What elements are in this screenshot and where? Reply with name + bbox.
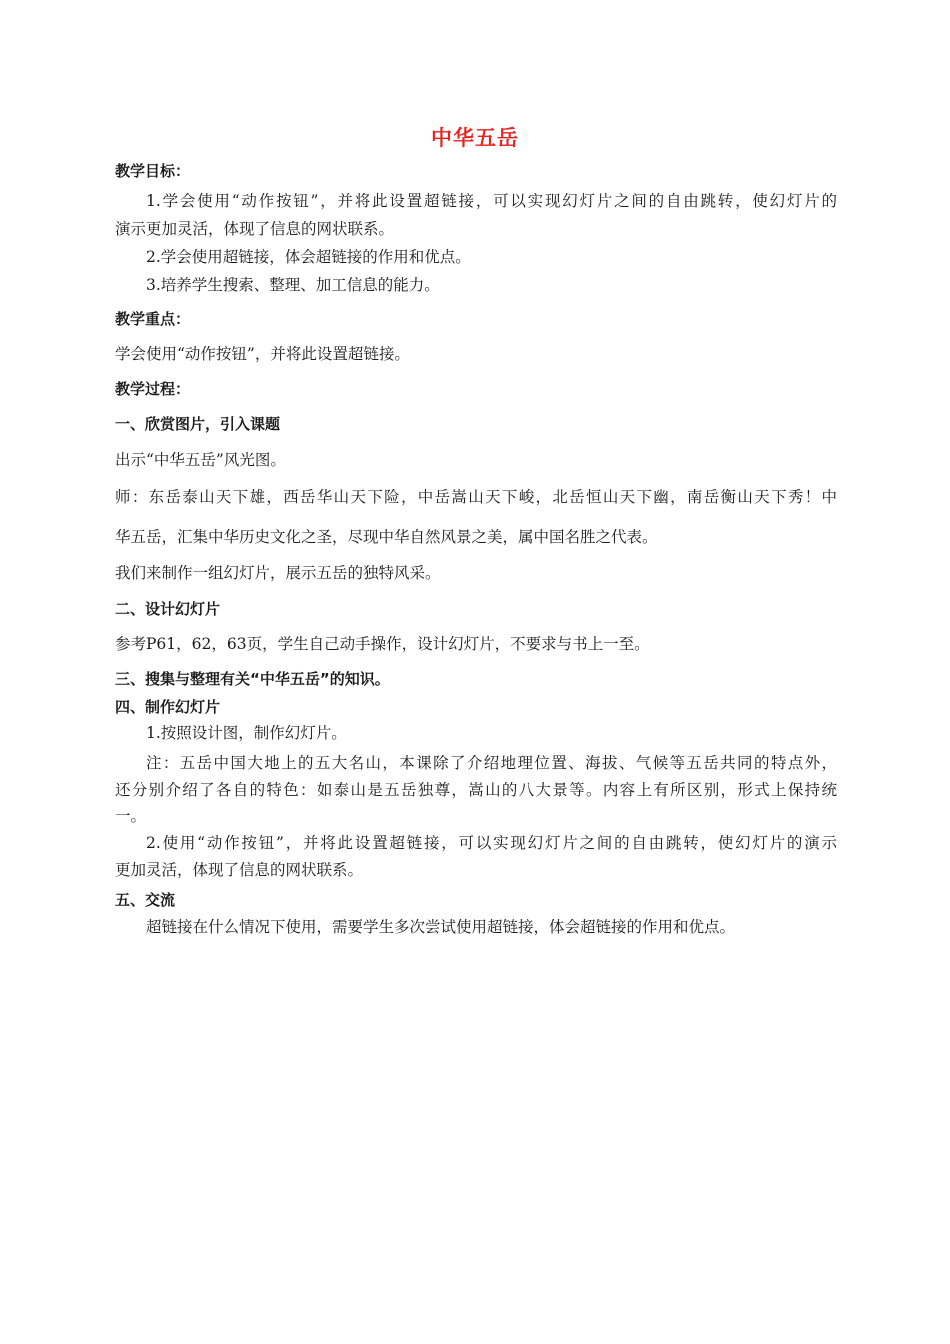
- paragraph-line: 1.学会使用“动作按钮”，并将此设置超链接，可以实现幻灯片之间的自由跳转，使幻灯片的: [146, 192, 837, 210]
- paragraph-line: 师：东岳泰山天下雄，西岳华山天下险，中岳嵩山天下峻，北岳恒山天下幽，南岳衡山天下秀！中: [115, 488, 837, 506]
- paragraph-line: 3.培养学生搜索、整理、加工信息的能力。: [146, 276, 440, 294]
- paragraph-line: 我们来制作一组幻灯片，展示五岳的独特风采。: [115, 564, 441, 582]
- paragraph-line: 2.使用“动作按钮”，并将此设置超链接，可以实现幻灯片之间的自由跳转，使幻灯片的演示: [146, 834, 837, 852]
- section-heading: 教学过程：: [115, 380, 191, 398]
- section-heading: 四、制作幻灯片: [115, 698, 221, 716]
- section-heading: 一、欣赏图片，引入课题: [115, 415, 281, 433]
- paragraph-line: 注：五岳中国大地上的五大名山，本课除了介绍地理位置、海拔、气候等五岳共同的特点外，: [146, 754, 837, 772]
- paragraph-line: 学会使用“动作按钮”，并将此设置超链接。: [115, 345, 410, 363]
- section-heading: 教学重点：: [115, 310, 191, 328]
- paragraph-line: 超链接在什么情况下使用，需要学生多次尝试使用超链接，体会超链接的作用和优点。: [146, 918, 736, 936]
- paragraph-line: 2.学会使用超链接，体会超链接的作用和优点。: [146, 248, 471, 266]
- paragraph-line: 华五岳，汇集中华历史文化之圣，尽现中华自然风景之美，属中国名胜之代表。: [115, 528, 658, 546]
- section-heading: 五、交流: [115, 891, 176, 909]
- paragraph-line: 一。: [115, 807, 147, 825]
- paragraph-line: 还分别介绍了各自的特色：如泰山是五岳独尊，嵩山的八大景等。内容上有所区别，形式上保持统: [115, 781, 837, 799]
- paragraph-line: 1.按照设计图，制作幻灯片。: [146, 724, 347, 742]
- paragraph-line: 演示更加灵活，体现了信息的网状联系。: [115, 220, 395, 238]
- paragraph-line: 出示“中华五岳”风光图。: [115, 451, 286, 469]
- paragraph-line: 参考P61，62，63页，学生自己动手操作，设计幻灯片，不要求与书上一至。: [115, 635, 650, 653]
- document-title: 中华五岳: [431, 126, 519, 150]
- section-heading: 三、搜集与整理有关“中华五岳”的知识。: [115, 670, 390, 688]
- section-heading: 教学目标：: [115, 162, 191, 180]
- section-heading: 二、设计幻灯片: [115, 600, 221, 618]
- paragraph-line: 更加灵活，体现了信息的网状联系。: [115, 861, 364, 879]
